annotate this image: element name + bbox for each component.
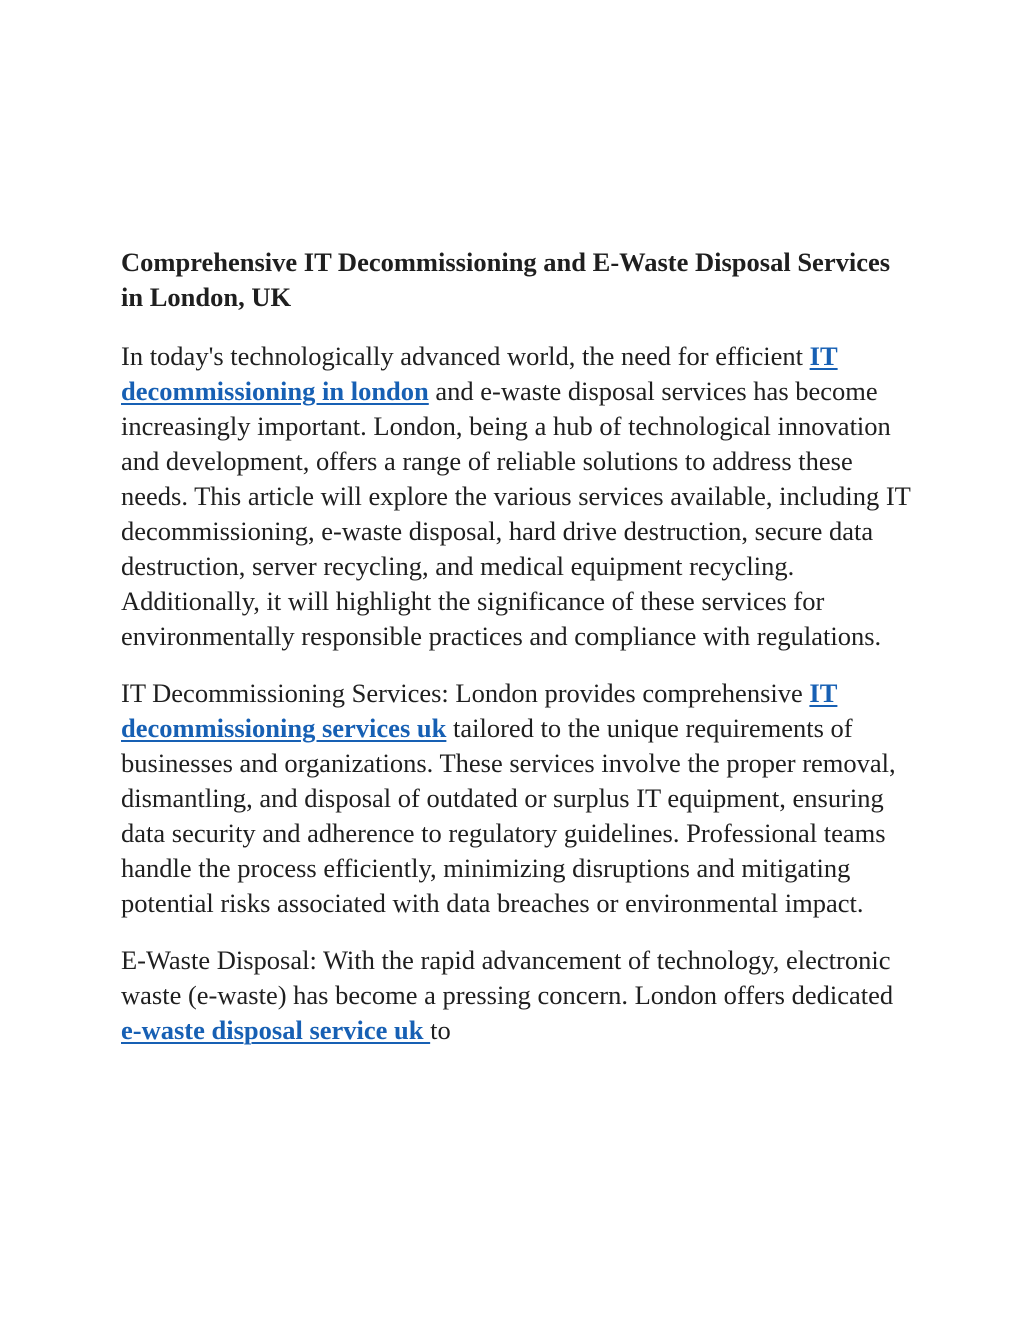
article-body bbox=[121, 245, 911, 1070]
paragraph-text: and e-waste disposal services has become increasingly important. London, being a hub of technological innovation and development, offers a range of reliable solutions to address these needs. This article will explore the various services available, including IT decommissioning, e-waste disposal, hard drive destruction, secure data destruction, server recycling, and medical equipment recycling. Additionally, it will highlight the significance of these services for environmentally responsible practices and compliance with regulations. bbox=[121, 376, 911, 651]
paragraph-text: In today's technologically advanced world, the need for efficient bbox=[121, 341, 810, 371]
it-decommissioning-london-link[interactable]: IT decommissioning in london bbox=[121, 341, 838, 406]
paragraph-text: tailored to the unique requirements of businesses and organizations. These services involve the proper removal, dismantling, and disposal of outdated or surplus IT equipment, ensuring data security and adherence to regulatory guidelines. Professional teams handle the process efficiently, minimizing disruptions and mitigating potential risks associated with data breaches or environmental impact. bbox=[121, 713, 896, 918]
e-waste-disposal-paragraph bbox=[121, 943, 911, 1048]
e-waste-disposal-service-uk-link[interactable]: e-waste disposal service uk bbox=[121, 1015, 431, 1045]
article-title: Comprehensive IT Decommissioning and E-Waste Disposal Services in London, UK bbox=[121, 247, 891, 312]
paragraph-text: to bbox=[430, 1015, 451, 1045]
it-decommissioning-paragraph bbox=[121, 676, 911, 921]
paragraph-text: E-Waste Disposal: With the rapid advancement of technology, electronic waste (e-waste) has become a pressing concern. London offers dedicated bbox=[121, 945, 894, 1010]
paragraph-text: IT Decommissioning Services: London provides comprehensive bbox=[121, 678, 810, 708]
it-decommissioning-services-uk-link[interactable]: IT decommissioning services uk bbox=[121, 678, 838, 743]
intro-paragraph bbox=[121, 339, 911, 654]
